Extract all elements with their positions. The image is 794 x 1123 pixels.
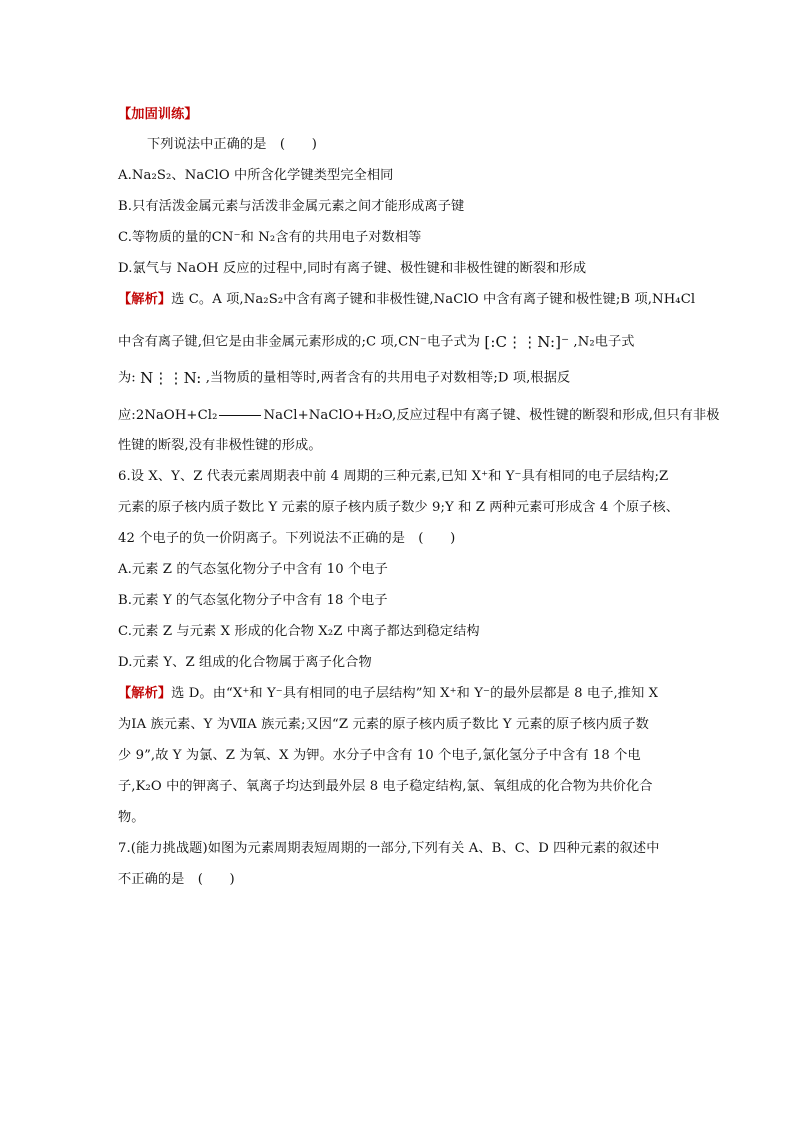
analysis-2-line-3: 少 9”,故 Y 为氯、Z 为氧、X 为钾。水分子中含有 10 个电子,氯化氢分子中含有 18 个电 (118, 748, 641, 763)
analysis-tag: 【解析】 (118, 292, 172, 307)
q6-option-b: B.元素 Y 的气态氢化物分子中含有 18 个电子 (118, 593, 388, 608)
question-6-line-2: 元素的原子核内质子数比 Y 元素的原子核内质子数少 9;Y 和 Z 两种元素可形成含 4 个原子核、 (118, 500, 680, 515)
analysis-2-line-5: 物。 (118, 810, 145, 825)
analysis-tag: 【解析】 (118, 686, 172, 701)
analysis-2-line-4: 子,K₂O 中的钾离子、氧离子均达到最外层 8 电子稳定结构,氯、氧组成的化合物为共价化合 (118, 779, 653, 794)
question-6-line-3: 42 个电子的负一价阴离子。下列说法不正确的是 ( ) (118, 531, 456, 546)
option-c: C.等物质的量的CN⁻和 N₂含有的共用电子对数相等 (118, 230, 422, 245)
analysis-1-line-3: 为: N⋮⋮N: ,当物质的量相等时,两者含有的共用电子对数相等;D 项,根据反 (118, 369, 571, 387)
analysis-2-line-1: 【解析】选 D。由“X⁺和 Y⁻具有相同的电子层结构”知 X⁺和 Y⁻的最外层都是 8 电子,推知 X (118, 686, 659, 701)
training-header: 【加固训练】 (118, 107, 198, 122)
q6-option-c: C.元素 Z 与元素 X 形成的化合物 X₂Z 中离子都达到稳定结构 (118, 624, 480, 639)
n2-electron-formula: N⋮⋮N: (140, 369, 202, 387)
cn-electron-formula: [:C⋮⋮N:]⁻ (484, 333, 570, 351)
question-intro: 下列说法中正确的是 ( ) (147, 137, 317, 152)
option-b: B.只有活泼金属元素与活泼非金属元素之间才能形成离子键 (118, 199, 465, 214)
analysis-1-line-5: 性键的断裂,没有非极性键的形成。 (118, 438, 322, 453)
analysis-1-line-1: 【解析】选 C。A 项,Na₂S₂中含有离子键和非极性键,NaClO 中含有离子键和极性键;B 项,NH₄Cl (118, 292, 696, 307)
question-7-line-1: 7.(能力挑战题)如图为元素周期表短周期的一部分,下列有关 A、B、C、D 四种元素的叙述中 (118, 841, 660, 856)
option-d: D.氯气与 NaOH 反应的过程中,同时有离子键、极性键和非极性键的断裂和形成 (118, 261, 587, 276)
analysis-2-line-2: 为ⅠA 族元素、Y 为ⅦA 族元素;又因“Z 元素的原子核内质子数比 Y 元素的原子核内质子数 (118, 717, 649, 732)
reaction-equals-line (219, 415, 261, 416)
question-6-line-1: 6.设 X、Y、Z 代表元素周期表中前 4 周期的三种元素,已知 X⁺和 Y⁻具有相同的电子层结构;Z (118, 469, 669, 484)
question-7-line-2: 不正确的是 ( ) (118, 872, 235, 887)
option-a: A.Na₂S₂、NaClO 中所含化学键类型完全相同 (118, 168, 394, 183)
q6-option-a: A.元素 Z 的气态氢化物分子中含有 10 个电子 (118, 562, 388, 577)
analysis-1-line-4: 应:2NaOH+Cl₂ NaCl+NaClO+H₂O,反应过程中有离子键、极性键的断裂和形成,但只有非极 (118, 408, 720, 423)
q6-option-d: D.元素 Y、Z 组成的化合物属于离子化合物 (118, 655, 372, 670)
analysis-1-line-2: 中含有离子键,但它是由非金属元素形成的;C 项,CN⁻电子式为 [:C⋮⋮N:]⁻ ,N₂电子式 (118, 333, 635, 351)
